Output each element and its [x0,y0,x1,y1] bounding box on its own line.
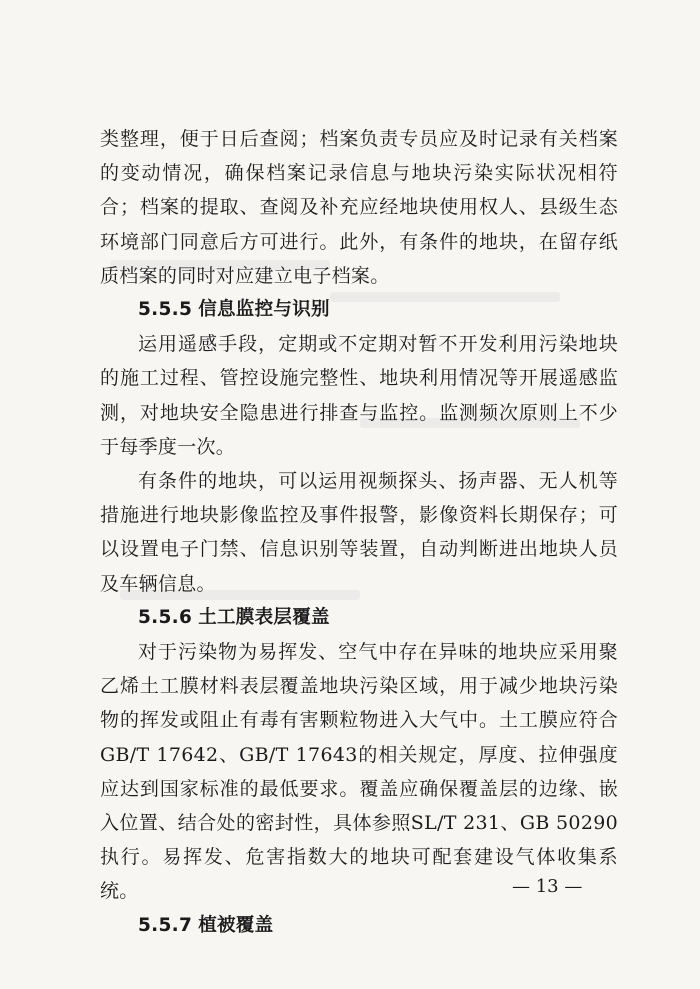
section-title: 土工膜表层覆盖 [198,606,330,628]
section-heading-5-5-5 [100,293,618,327]
paragraph-video-monitoring: 有条件的地块，可以运用视频探头、扬声器、无人机等措施进行地块影像监控及事件报警，影像资料长期保存；可以设置电子门禁、信息识别等装置，自动判断进出地块人员及车辆信息。 [100,470,618,595]
page-number: — 13 — [512,876,583,897]
paragraph-remote-sensing: 运用遥感手段，定期或不定期对暂不开发利用污染地块的施工过程、管控设施完整性、地块利用情况等开展遥感监测，对地块安全隐患进行排查与监控。监测频次原则上不少于每季度一次。 [100,333,618,458]
section-number: 5.5.6 [138,606,193,628]
section-heading-5-5-6 [100,601,618,635]
paragraph-archive-management: 类整理，便于日后查阅；档案负责专员应及时记录有关档案的变动情况，确保档案记录信息与地块污染实际状况相符合；档案的提取、查阅及补充应经地块使用权人、县级生态环境部门同意后方可进行。此外，有条件的地块，在留存纸质档案的同时对应建立电子档案。 [100,128,618,287]
paragraph-geomembrane: 对于污染物为易挥发、空气中存在异味的地块应采用聚乙烯土工膜材料表层覆盖地块污染区域，用于减少地块污染物的挥发或阻止有毒有害颗粒物进入大气中。土工膜应符合GB/T 17642、GB/T 17643的相关规定，厚度、拉伸强度应达到国家标准的最低要求。覆盖应确保覆盖层的边缘、嵌入位置、结合处的密封性，具体参照SL/T 231、GB 50290执行。易挥发、危害指数大的地块可配套建设气体收集系统。 [100,641,618,903]
section-title: 信息监控与识别 [198,299,330,321]
section-title: 植被覆盖 [198,914,274,936]
section-number: 5.5.7 [138,914,193,936]
section-number: 5.5.5 [138,299,193,321]
section-heading-5-5-7 [100,909,618,943]
document-page [100,122,618,943]
